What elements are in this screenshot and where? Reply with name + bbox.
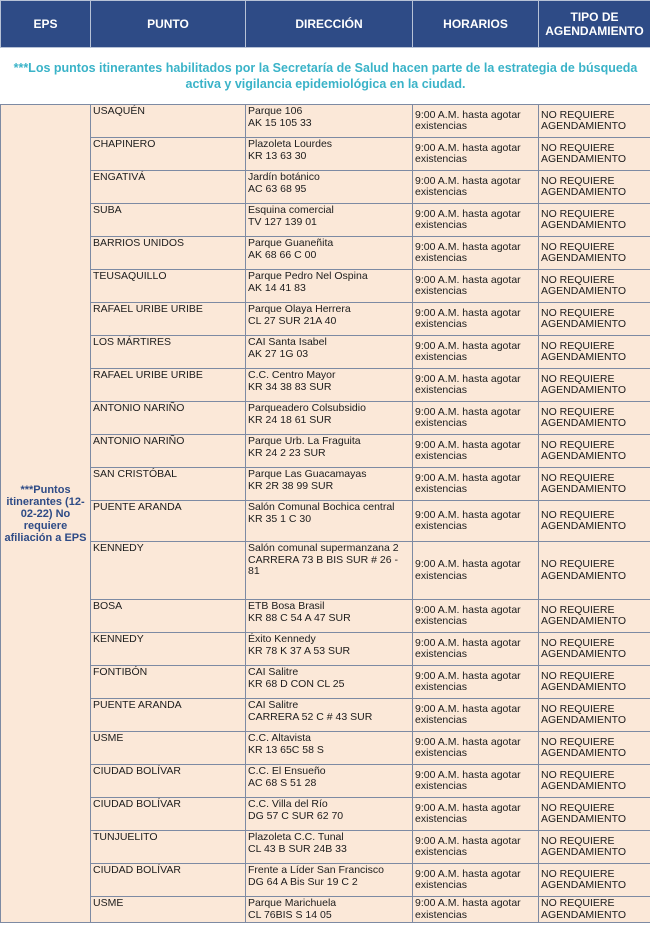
header-punto: PUNTO (91, 1, 246, 48)
direccion-cell (246, 336, 413, 369)
table-row (1, 303, 650, 336)
horario-cell: 9:00 A.M. hasta agotar existencias (413, 336, 539, 369)
horario-cell: 9:00 A.M. hasta agotar existencias (413, 138, 539, 171)
direccion-cell (246, 897, 413, 923)
tipo-cell: NO REQUIERE AGENDAMIENTO (539, 468, 650, 501)
table-row (1, 336, 650, 369)
table-row (1, 897, 650, 923)
punto-cell: SAN CRISTÓBAL (91, 468, 246, 501)
punto-cell: ENGATIVÁ (91, 171, 246, 204)
place-name: Parque Guaneñita (248, 237, 334, 249)
place-name: Frente a Líder San Francisco (248, 864, 384, 876)
direccion-cell (246, 864, 413, 897)
punto-cell: LOS MÁRTIRES (91, 336, 246, 369)
notice-row (1, 48, 650, 105)
street-address: AK 68 66 C 00 (248, 248, 317, 261)
tipo-cell: NO REQUIERE AGENDAMIENTO (539, 732, 650, 765)
horario-cell: 9:00 A.M. hasta agotar existencias (413, 435, 539, 468)
place-name: Parque Pedro Nel Ospina (248, 270, 368, 282)
horario-cell: 9:00 A.M. hasta agotar existencias (413, 270, 539, 303)
table-row (1, 798, 650, 831)
tipo-cell: NO REQUIERE AGENDAMIENTO (539, 699, 650, 732)
direccion-cell (246, 237, 413, 270)
tipo-cell: NO REQUIERE AGENDAMIENTO (539, 270, 650, 303)
table-row (1, 435, 650, 468)
tipo-cell: NO REQUIERE AGENDAMIENTO (539, 369, 650, 402)
horario-cell: 9:00 A.M. hasta agotar existencias (413, 897, 539, 923)
horario-cell: 9:00 A.M. hasta agotar existencias (413, 204, 539, 237)
horario-cell: 9:00 A.M. hasta agotar existencias (413, 542, 539, 600)
table-row (1, 237, 650, 270)
street-address: AK 15 105 33 (248, 116, 312, 129)
punto-cell: USME (91, 732, 246, 765)
table-row (1, 105, 650, 138)
direccion-cell (246, 105, 413, 138)
direccion-cell (246, 765, 413, 798)
street-address: AK 14 41 83 (248, 281, 306, 294)
direccion-cell (246, 542, 413, 600)
direccion-cell (246, 369, 413, 402)
tipo-cell: NO REQUIERE AGENDAMIENTO (539, 864, 650, 897)
direccion-cell (246, 501, 413, 542)
horario-cell: 9:00 A.M. hasta agotar existencias (413, 237, 539, 270)
tipo-cell: NO REQUIERE AGENDAMIENTO (539, 600, 650, 633)
street-address: KR 24 18 61 SUR (248, 413, 332, 426)
notice-text: ***Los puntos itinerantes habilitados por la Secretaría de Salud hacen parte de la estrategia de búsqueda activa y vigilancia epidemiológica en la ciudad. (1, 48, 650, 105)
direccion-cell (246, 402, 413, 435)
place-name: Parque 106 (248, 105, 303, 117)
horario-cell: 9:00 A.M. hasta agotar existencias (413, 633, 539, 666)
punto-cell: PUENTE ARANDA (91, 501, 246, 542)
place-name: Plazoleta Lourdes (248, 138, 333, 150)
street-address: KR 88 C 54 A 47 SUR (248, 611, 351, 624)
header-eps: EPS (1, 1, 91, 48)
table-row (1, 831, 650, 864)
horario-cell: 9:00 A.M. hasta agotar existencias (413, 732, 539, 765)
street-address: CARRERA 73 B BIS SUR # 26 - 81 (248, 553, 398, 577)
direccion-cell (246, 732, 413, 765)
direccion-cell (246, 270, 413, 303)
header-tipo: TIPO DE AGENDAMIENTO (539, 1, 650, 48)
direccion-cell (246, 798, 413, 831)
table-row (1, 501, 650, 542)
street-address: DG 57 C SUR 62 70 (248, 809, 344, 822)
place-name: Parque Marichuela (248, 897, 337, 909)
place-name: Parque Olaya Herrera (248, 303, 351, 315)
street-address: KR 13 63 30 (248, 149, 307, 162)
place-name: C.C. Centro Mayor (248, 369, 336, 381)
place-name: CAI Salitre (248, 699, 299, 711)
street-address: DG 64 A Bis Sur 19 C 2 (248, 875, 358, 888)
place-name: Esquina comercial (248, 204, 334, 216)
horario-cell: 9:00 A.M. hasta agotar existencias (413, 765, 539, 798)
place-name: Éxito Kennedy (248, 633, 316, 645)
direccion-cell (246, 468, 413, 501)
punto-cell: RAFAEL URIBE URIBE (91, 369, 246, 402)
tipo-cell: NO REQUIERE AGENDAMIENTO (539, 633, 650, 666)
punto-cell: RAFAEL URIBE URIBE (91, 303, 246, 336)
street-address: CARRERA 52 C # 43 SUR (248, 710, 373, 723)
street-address: AC 68 S 51 28 (248, 776, 317, 789)
tipo-cell: NO REQUIERE AGENDAMIENTO (539, 402, 650, 435)
horario-cell: 9:00 A.M. hasta agotar existencias (413, 600, 539, 633)
punto-cell: KENNEDY (91, 633, 246, 666)
horario-cell: 9:00 A.M. hasta agotar existencias (413, 831, 539, 864)
place-name: Parqueadero Colsubsidio (248, 402, 366, 414)
place-name: Salón Comunal Bochica central (248, 501, 395, 513)
punto-cell: TEUSAQUILLO (91, 270, 246, 303)
direccion-cell (246, 204, 413, 237)
street-address: KR 2R 38 99 SUR (248, 479, 334, 492)
table-row (1, 699, 650, 732)
horario-cell: 9:00 A.M. hasta agotar existencias (413, 798, 539, 831)
punto-cell: CIUDAD BOLÍVAR (91, 765, 246, 798)
street-address: KR 78 K 37 A 53 SUR (248, 644, 351, 657)
table-row (1, 270, 650, 303)
place-name: Plazoleta C.C. Tunal (248, 831, 344, 843)
street-address: KR 34 38 83 SUR (248, 380, 332, 393)
tipo-cell: NO REQUIERE AGENDAMIENTO (539, 501, 650, 542)
table-body (1, 48, 650, 923)
street-address: CL 76BIS S 14 05 (248, 908, 332, 921)
street-address: CL 27 SUR 21A 40 (248, 314, 337, 327)
horario-cell: 9:00 A.M. hasta agotar existencias (413, 303, 539, 336)
punto-cell: TUNJUELITO (91, 831, 246, 864)
table-row (1, 171, 650, 204)
table-row (1, 369, 650, 402)
punto-cell: BARRIOS UNIDOS (91, 237, 246, 270)
tipo-cell: NO REQUIERE AGENDAMIENTO (539, 542, 650, 600)
tipo-cell: NO REQUIERE AGENDAMIENTO (539, 798, 650, 831)
header-horarios: HORARIOS (413, 1, 539, 48)
place-name: C.C. Villa del Río (248, 798, 328, 810)
direccion-cell (246, 666, 413, 699)
direccion-cell (246, 138, 413, 171)
tipo-cell: NO REQUIERE AGENDAMIENTO (539, 897, 650, 923)
horario-cell: 9:00 A.M. hasta agotar existencias (413, 864, 539, 897)
table-row (1, 666, 650, 699)
header-direccion: DIRECCIÓN (246, 1, 413, 48)
table-row (1, 204, 650, 237)
street-address: CL 43 B SUR 24B 33 (248, 842, 347, 855)
place-name: Parque Las Guacamayas (248, 468, 367, 480)
place-name: CAI Salitre (248, 666, 299, 678)
punto-cell: CHAPINERO (91, 138, 246, 171)
table-row (1, 600, 650, 633)
horario-cell: 9:00 A.M. hasta agotar existencias (413, 105, 539, 138)
punto-cell: USAQUÉN (91, 105, 246, 138)
table-row (1, 138, 650, 171)
punto-cell: BOSA (91, 600, 246, 633)
horario-cell: 9:00 A.M. hasta agotar existencias (413, 468, 539, 501)
horario-cell: 9:00 A.M. hasta agotar existencias (413, 699, 539, 732)
punto-cell: USME (91, 897, 246, 923)
tipo-cell: NO REQUIERE AGENDAMIENTO (539, 204, 650, 237)
horario-cell: 9:00 A.M. hasta agotar existencias (413, 402, 539, 435)
street-address: AC 63 68 95 (248, 182, 307, 195)
tipo-cell: NO REQUIERE AGENDAMIENTO (539, 336, 650, 369)
horario-cell: 9:00 A.M. hasta agotar existencias (413, 171, 539, 204)
tipo-cell: NO REQUIERE AGENDAMIENTO (539, 105, 650, 138)
horario-cell: 9:00 A.M. hasta agotar existencias (413, 369, 539, 402)
punto-cell: CIUDAD BOLÍVAR (91, 864, 246, 897)
table-row (1, 765, 650, 798)
direccion-cell (246, 171, 413, 204)
street-address: KR 68 D CON CL 25 (248, 677, 345, 690)
punto-cell: PUENTE ARANDA (91, 699, 246, 732)
direccion-cell (246, 303, 413, 336)
direccion-cell (246, 633, 413, 666)
tipo-cell: NO REQUIERE AGENDAMIENTO (539, 237, 650, 270)
tipo-cell: NO REQUIERE AGENDAMIENTO (539, 765, 650, 798)
punto-cell: FONTIBÓN (91, 666, 246, 699)
table-row (1, 468, 650, 501)
tipo-cell: NO REQUIERE AGENDAMIENTO (539, 435, 650, 468)
punto-cell: SUBA (91, 204, 246, 237)
place-name: Jardín botánico (248, 171, 320, 183)
table-row (1, 402, 650, 435)
tipo-cell: NO REQUIERE AGENDAMIENTO (539, 831, 650, 864)
place-name: C.C. El Ensueño (248, 765, 326, 777)
tipo-cell: NO REQUIERE AGENDAMIENTO (539, 303, 650, 336)
punto-cell: ANTONIO NARIÑO (91, 435, 246, 468)
direccion-cell (246, 435, 413, 468)
place-name: ETB Bosa Brasil (248, 600, 325, 612)
street-address: KR 35 1 C 30 (248, 512, 312, 525)
table-row (1, 864, 650, 897)
street-address: AK 27 1G 03 (248, 347, 309, 360)
tipo-cell: NO REQUIERE AGENDAMIENTO (539, 138, 650, 171)
tipo-cell: NO REQUIERE AGENDAMIENTO (539, 666, 650, 699)
direccion-cell (246, 600, 413, 633)
punto-cell: ANTONIO NARIÑO (91, 402, 246, 435)
place-name: Parque Urb. La Fraguita (248, 435, 361, 447)
punto-cell: CIUDAD BOLÍVAR (91, 798, 246, 831)
place-name: CAI Santa Isabel (248, 336, 327, 348)
punto-cell: KENNEDY (91, 542, 246, 600)
street-address: TV 127 139 01 (248, 215, 317, 228)
direccion-cell (246, 831, 413, 864)
street-address: KR 13 65C 58 S (248, 743, 324, 756)
horario-cell: 9:00 A.M. hasta agotar existencias (413, 501, 539, 542)
street-address: KR 24 2 23 SUR (248, 446, 326, 459)
eps-note-cell: ***Puntos itinerantes (12-02-22) No requiere afiliación a EPS (1, 105, 91, 923)
table-row (1, 633, 650, 666)
table-row (1, 732, 650, 765)
horario-cell: 9:00 A.M. hasta agotar existencias (413, 666, 539, 699)
table-row (1, 542, 650, 600)
header-row (1, 1, 650, 48)
place-name: Salón comunal supermanzana 2 (248, 542, 399, 554)
place-name: C.C. Altavista (248, 732, 312, 744)
direccion-cell (246, 699, 413, 732)
tipo-cell: NO REQUIERE AGENDAMIENTO (539, 171, 650, 204)
